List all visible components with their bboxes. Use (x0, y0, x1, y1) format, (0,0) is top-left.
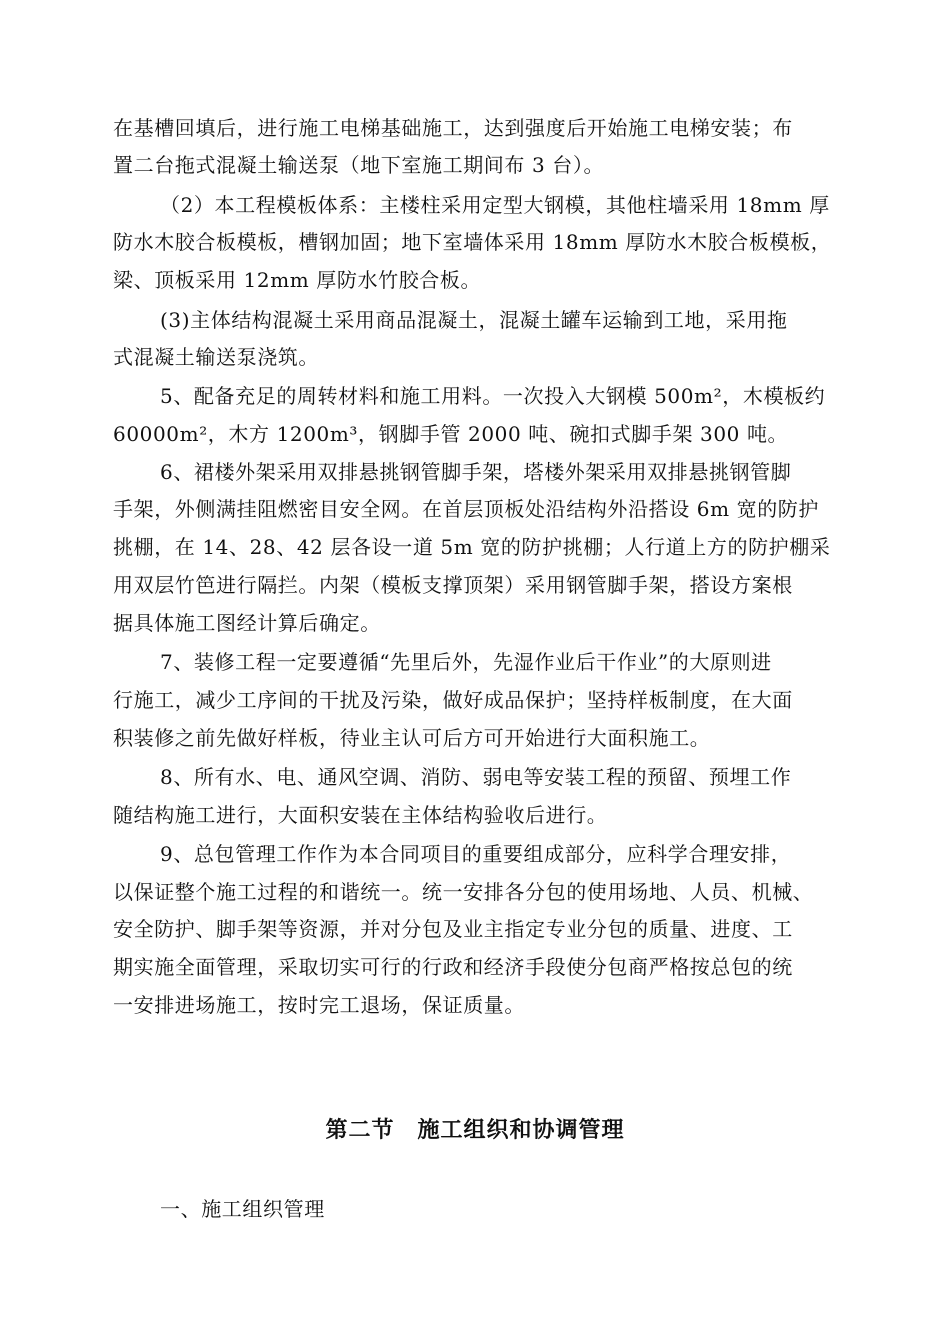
paragraph-1-line-2: 置二台拖式混凝土输送泵（地下室施工期间布 3 台）。 (113, 153, 605, 177)
paragraph-8-line-3: 安全防护、脚手架等资源，并对分包及业主指定专业分包的质量、进度、工 (113, 917, 793, 941)
paragraph-6-line-2: 行施工，减少工序间的干扰及污染，做好成品保护；坚持样板制度，在大面 (113, 688, 793, 712)
paragraph-2-line-1: （2）本工程模板体系：主楼柱采用定型大钢模，其他柱墙采用 18mm 厚 (160, 193, 830, 217)
paragraph-8-line-4: 期实施全面管理，采取切实可行的行政和经济手段使分包商严格按总包的统 (113, 955, 793, 979)
paragraph-4-line-2: 60000m²，木方 1200m³，钢脚手管 2000 吨、碗扣式脚手架 300 吨。 (113, 422, 789, 446)
paragraph-5-line-3: 挑棚，在 14、28、42 层各设一道 5m 宽的防护挑棚；人行道上方的防护棚采 (113, 535, 831, 559)
paragraph-7-line-1: 8、所有水、电、通风空调、消防、弱电等安装工程的预留、预埋工作 (160, 765, 792, 789)
subheading: 一、施工组织管理 (160, 1197, 325, 1221)
paragraph-5-line-4: 用双层竹笆进行隔拦。内架（模板支撑顶架）采用钢管脚手架，搭设方案根 (113, 573, 793, 597)
paragraph-1-line-1: 在基槽回填后，进行施工电梯基础施工，达到强度后开始施工电梯安装；布 (113, 116, 793, 140)
paragraph-2-line-2: 防水木胶合板模板，槽钢加固；地下室墙体采用 18mm 厚防水木胶合板模板， (113, 230, 832, 254)
paragraph-4-line-1: 5、配备充足的周转材料和施工用料。一次投入大钢模 500m²，木模板约 (160, 384, 826, 408)
paragraph-6-line-1: 7、装修工程一定要遵循“先里后外，先湿作业后干作业”的大原则进 (160, 650, 772, 674)
paragraph-5-line-5: 据具体施工图经计算后确定。 (113, 611, 381, 635)
paragraph-8-line-2: 以保证整个施工过程的和谐统一。统一安排各分包的使用场地、人员、机械、 (113, 880, 814, 904)
paragraph-8-line-5: 一安排进场施工，按时完工退场，保证质量。 (113, 993, 525, 1017)
paragraph-5-line-2: 手架，外侧满挂阻燃密目安全网。在首层顶板处沿结构外沿搭设 6m 宽的防护 (113, 497, 820, 521)
paragraph-2-line-3: 梁、顶板采用 12mm 厚防水竹胶合板。 (113, 268, 482, 292)
section-heading: 第二节 施工组织和协调管理 (325, 1118, 625, 1143)
paragraph-3-line-2: 式混凝土输送泵浇筑。 (113, 345, 319, 369)
paragraph-7-line-2: 随结构施工进行，大面积安装在主体结构验收后进行。 (113, 803, 608, 827)
paragraph-5-line-1: 6、裙楼外架采用双排悬挑钢管脚手架，塔楼外架采用双排悬挑钢管脚 (160, 460, 792, 484)
paragraph-8-line-1: 9、总包管理工作作为本合同项目的重要组成部分，应科学合理安排， (160, 842, 792, 866)
paragraph-3-line-1: (3)主体结构混凝土采用商品混凝土，混凝土罐车运输到工地，采用拖 (160, 308, 788, 332)
paragraph-6-line-3: 积装修之前先做好样板，待业主认可后方可开始进行大面积施工。 (113, 726, 711, 750)
